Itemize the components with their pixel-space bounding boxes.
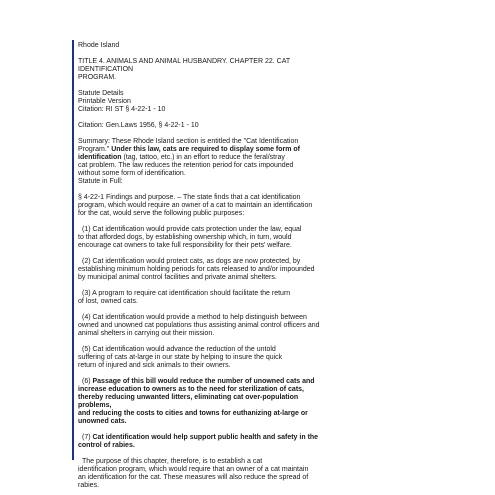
purpose-1-line: (1) Cat identification would provide cats protection under the law, equal	[82, 226, 302, 233]
summary-line-1: Summary: These Rhode Island section is entitled the "Cat Identification	[78, 138, 299, 145]
purpose-6-line: thereby reducing unwanted litters, eliminating cat over-population	[78, 394, 299, 401]
purpose-6-line: problems,	[78, 402, 112, 409]
summary-text: Program."	[78, 146, 110, 153]
purpose-5-line: suffering of cats at-large in our state by helping to insure the quick	[78, 354, 283, 361]
statute-document	[78, 42, 428, 490]
section-line: § 4-22-1 Findings and purpose. – The state finds that a cat identification	[78, 194, 301, 201]
purpose-7-line: control of rabies.	[78, 442, 135, 449]
closing-line: The purpose of this chapter, therefore, is to establish a cat	[82, 458, 263, 465]
section-line: program, which would require an owner of a cat to maintain an identification	[78, 202, 313, 209]
closing-line: an identification for the cat. These measures will also reduce the spread of	[78, 474, 309, 481]
state-heading: Rhode Island	[78, 42, 120, 49]
purpose-7-bold: Cat identification would help support public health and safety in the	[92, 434, 319, 441]
closing-line: rabies.	[78, 482, 100, 489]
summary-line-5: without some form of identification.	[78, 170, 186, 177]
purpose-6-line: and reducing the costs to cities and towns for euthanizing at-large or	[78, 410, 308, 417]
purpose-3-line: (3) A program to require cat identification should facilitate the return	[82, 290, 291, 297]
summary-bold: identification	[78, 154, 122, 161]
section-line: for the cat, would serve the following public purposes:	[78, 210, 245, 217]
title-line-3: PROGRAM.	[78, 74, 117, 81]
purpose-2-line: by municipal animal control facilities and private animal shelters.	[78, 274, 277, 281]
title-line-1: TITLE 4. ANIMALS AND ANIMAL HUSBANDRY. CHAPTER 22. CAT	[78, 58, 291, 65]
purpose-2-line: (2) Cat identification would protect cats, as dogs are now protected, by	[82, 258, 301, 265]
purpose-6-line: increase education to owners as to the need for sterilization of cats,	[78, 386, 304, 393]
summary-line-2	[78, 146, 428, 154]
purpose-4-line: animal shelters in carrying out their mission.	[78, 330, 215, 337]
summary-bold: Under this law, cats are required to display some form of	[109, 146, 301, 153]
purpose-2-line: establishing minimum holding periods for cats released to and/or impounded	[78, 266, 315, 273]
purpose-1-line: encourage cat owners to take full responsibility for their pets' welfare.	[78, 242, 292, 249]
purpose-4-line: owned and unowned cat populations thus assisting animal control officers and	[78, 322, 320, 329]
purpose-4-line: (4) Cat identification would provide a method to help distinguish between	[82, 314, 307, 321]
statute-in-full-label: Statute in Full:	[78, 178, 123, 185]
purpose-5-line: return of injured and sick animals to their owners.	[78, 362, 231, 369]
gen-laws-citation: Citation: Gen.Laws 1956, § 4-22-1 - 10	[78, 122, 199, 129]
closing-line: identification program, which would require that an owner of a cat maintain	[78, 466, 309, 473]
purpose-7-line	[78, 434, 428, 442]
summary-text: (tag, tattoo, etc.) in an effort to reduce the feral/stray	[121, 154, 285, 161]
printable-version-link[interactable]: Printable Version	[78, 98, 131, 105]
summary-line-4: cat problem. The law reduces the retention period for cats impounded	[78, 162, 294, 169]
purpose-3-line: of lost, owned cats.	[78, 298, 138, 305]
title-line-2: IDENTIFICATION	[78, 66, 134, 73]
purpose-6-line: unowned cats.	[78, 418, 127, 425]
purpose-6-bold: Passage of this bill would reduce the number of unowned cats and	[92, 378, 315, 385]
purpose-5-line: (5) Cat identification would advance the reduction of the untold	[82, 346, 276, 353]
purpose-6-line	[78, 378, 428, 386]
purpose-6-number: (6)	[82, 378, 93, 385]
statute-details-label: Statute Details	[78, 90, 124, 97]
purpose-1-line: to that afforded dogs, by establishing ownership which, in turn, would	[78, 234, 292, 241]
purpose-7-number: (7)	[82, 434, 93, 441]
left-margin-rule	[72, 40, 74, 460]
citation-line: Citation: RI ST § 4-22-1 - 10	[78, 106, 166, 113]
summary-line-3	[78, 154, 428, 162]
